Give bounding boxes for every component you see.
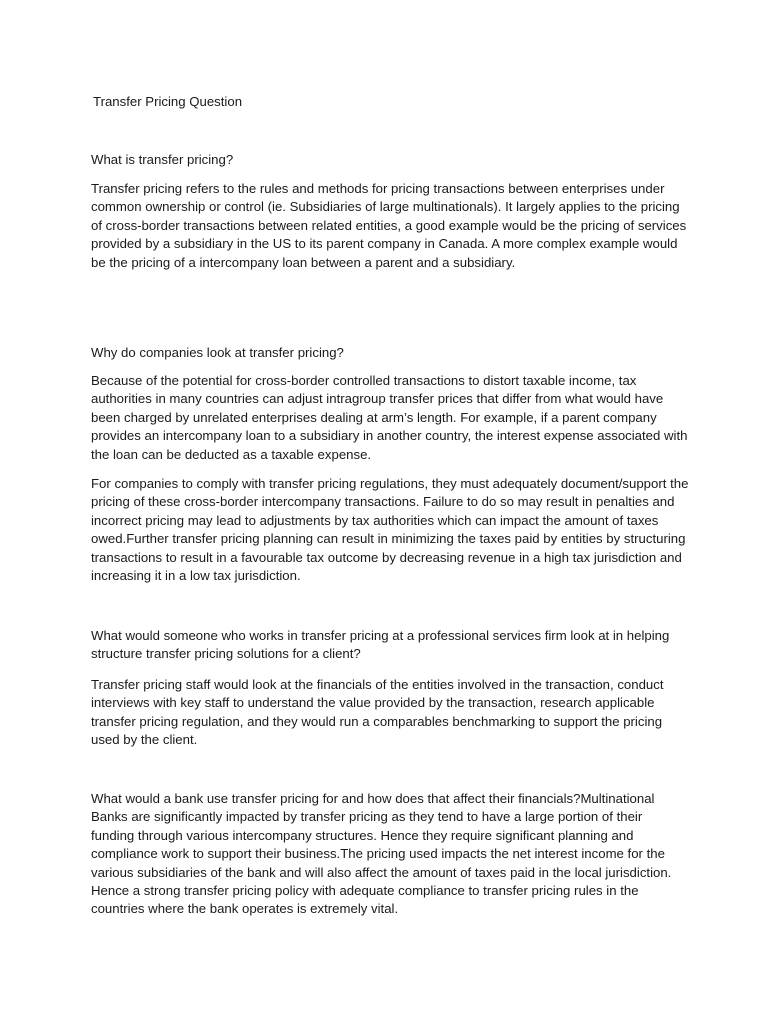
answer-what-is-transfer-pricing: Transfer pricing refers to the rules and methods for pricing transactions between enterprises under common ownership or control (ie. Subsidiaries of large multinationals). It largely applies to the pricing of cross-border transactions between related entities, a good example would be the pricing of services provided by a subsidiary in the US to its parent company in Canada. A more complex example would be the pricing of a intercompany loan between a parent and a subsidiary.	[91, 181, 687, 270]
question-professional-services: What would someone who works in transfer pricing at a professional services firm look at in helping structure transfer pricing solutions for a client?	[91, 628, 670, 662]
answer-why-companies-look-paragraph-2: For companies to comply with transfer pricing regulations, they must adequately document/support the pricing of these cross-border intercompany transactions. Failure to do so may result in penalties and incorrect pricing may lead to adjustments by tax authorities which can impact the amount of taxes owed.Further transfer pricing planning can result in minimizing the taxes paid by entities by structuring transactions to result in a favourable tax outcome by decreasing revenue in a high tax jurisdiction and increasing it in a low tax jurisdiction.	[91, 476, 689, 584]
question-answer-bank-transfer-pricing: What would a bank use transfer pricing for and how does that affect their financials?Multinational Banks are significantly impacted by transfer pricing as they tend to have a large portion of their funding through various intercompany structures. Hence they require significant planning and compliance work to support their business.The pricing used impacts the net interest income for the various subsidiaries of the bank and will also affect the amount of taxes paid in the local jurisdiction. Hence a strong transfer pricing policy with adequate compliance to transfer pricing rules in the countries where the bank operates is extremely vital.	[91, 791, 672, 917]
question-what-is-transfer-pricing: What is transfer pricing?	[91, 152, 234, 167]
document-title: Transfer Pricing Question	[93, 94, 243, 109]
question-why-companies-look: Why do companies look at transfer pricing?	[91, 345, 344, 360]
answer-why-companies-look-paragraph-1: Because of the potential for cross-border controlled transactions to distort taxable income, tax authorities in many countries can adjust intragroup transfer prices that differ from what would have been charged by unrelated enterprises dealing at arm’s length. For example, if a parent company provides an intercompany loan to a subsidiary in another country, the interest expense associated with the loan can be deducted as a taxable expense.	[91, 373, 688, 462]
answer-professional-services: Transfer pricing staff would look at the financials of the entities involved in the transaction, conduct interviews with key staff to understand the value provided by the transaction, research applicable transfer pricing regulation, and they would run a comparables benchmarking to support the pricing used by the client.	[91, 677, 664, 748]
